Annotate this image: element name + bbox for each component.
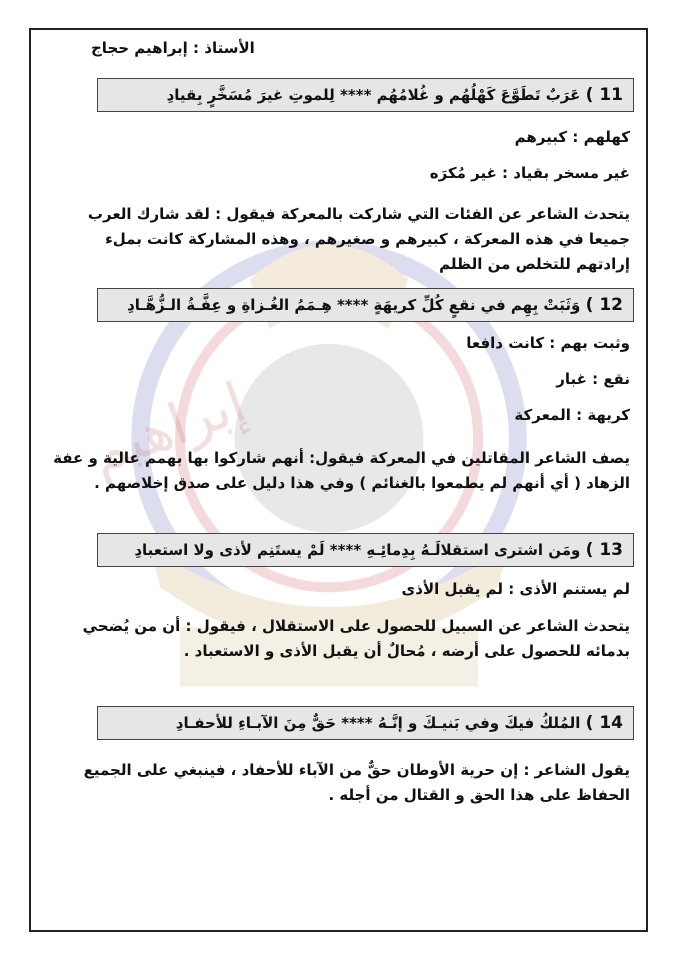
teacher-name: الأستاذ : إبراهيم حجاج bbox=[91, 39, 255, 57]
verse-number: 13 ) bbox=[585, 540, 623, 560]
verse-text: وَثَبَتْ بِهِم في نقعٍ كُلِّ كريهَةٍ **** هِـمَمُ الغُـزاةِ و عِفَّـةُ الـزُّهَّـادِ bbox=[127, 296, 581, 314]
explanation-paragraph: يتحدث الشاعر عن السبيل للحصول على الاستقلال ، فيقول : أن من يُضحي بدمائه للحصول على أرضه ، مُحالٌ أن يقبل الأذى و الاستعباد . bbox=[82, 617, 630, 660]
verse-text: المُلكُ فيكَ وفي بَنيـكَ و إنَّـهُ **** حَقٌّ مِنَ الآبـاءِ للأحفـادِ bbox=[175, 714, 581, 732]
verse-text: عَرَبٌ تَطَوَّعَ كَهْلُهُم و غُلامُهُم **** لِلموتِ غيرَ مُسَخَّرٍ بِقيادِ bbox=[166, 86, 581, 104]
verse-number: 14 ) bbox=[585, 713, 623, 733]
meaning-line: وثبت بهم : كانت دافعا bbox=[466, 334, 630, 352]
watermark-text: إبراهيم bbox=[81, 370, 255, 487]
explanation-paragraph: يصف الشاعر المقاتلين في المعركة فيقول: أنهم شاركوا بها بهمم عالية و عفة الزهاد ( أي أنهم لم يطمعوا بالغنائم ) وفي هذا دليل على صدق إخلاصهم . bbox=[53, 449, 630, 492]
verse-box bbox=[97, 288, 634, 322]
meaning-line: غير مسخر بقياد : غير مُكرَه bbox=[429, 164, 630, 182]
meaning-line: كريهة : المعركة bbox=[514, 406, 630, 424]
explanation-paragraph: يتحدث الشاعر عن الفئات التي شاركت بالمعركة فيقول : لقد شارك العرب جميعا في هذه المعركة ، كبيرهم و صغيرهم ، وهذه المشاركة كانت بملء إرادتهم للتخلص من الظلم bbox=[87, 205, 630, 273]
verse-box bbox=[97, 706, 634, 740]
explanation-paragraph: يقول الشاعر : إن حرية الأوطان حقٌّ من الآباء للأحفاد ، فينبغي على الجميع الحفاظ على هذا الحق و القتال من أجله . bbox=[83, 761, 630, 804]
verse-number: 11 ) bbox=[585, 85, 623, 105]
meaning-line: نقع : غبار bbox=[556, 370, 630, 388]
verse-number: 12 ) bbox=[585, 295, 623, 315]
verse-text: ومَن اشترى استقلالَـهُ بِدِمائِـهِ **** لَمْ يستَنِم لأذى ولا استعبادِ bbox=[134, 541, 581, 559]
meaning-line: كهلهم : كبيرهم bbox=[514, 128, 630, 146]
verse-box bbox=[97, 78, 634, 112]
verse-box bbox=[97, 533, 634, 567]
document-page bbox=[29, 28, 648, 932]
meaning-line: لم يستنم الأذى : لم يقبل الأذى bbox=[401, 580, 630, 598]
